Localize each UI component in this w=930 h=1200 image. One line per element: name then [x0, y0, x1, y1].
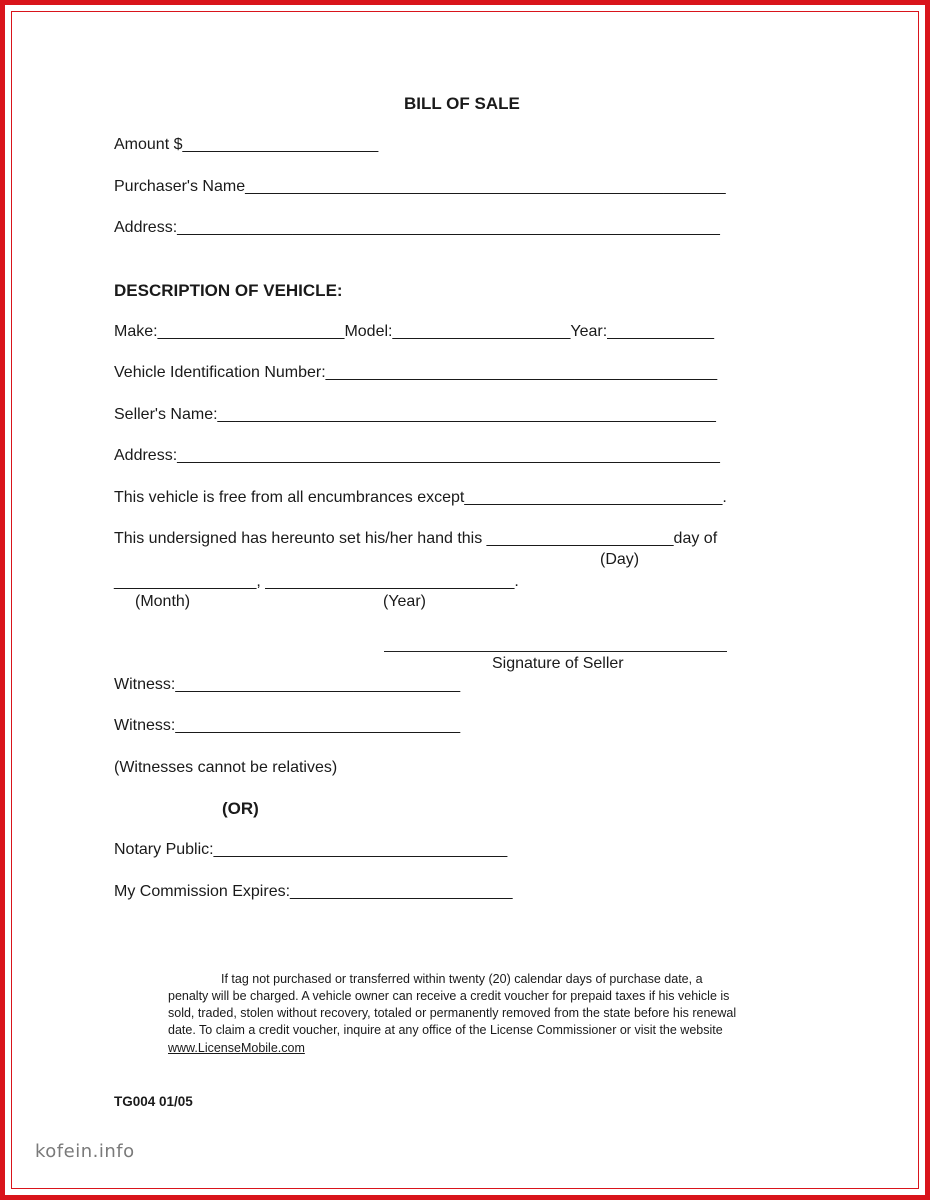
make-model-year-field: Make:_____________________Model:____________________Year:____________ [114, 323, 714, 340]
witness-two-field: Witness:________________________________ [114, 717, 461, 734]
watermark: kofein.info [35, 1141, 135, 1162]
or-label: (OR) [222, 799, 259, 818]
year-caption: (Year) [383, 593, 426, 610]
license-website-link[interactable]: www.LicenseMobile.com [168, 1041, 305, 1055]
purchaser-address-field: Address:_____________________________________________________________ [114, 219, 720, 236]
seller-address-field: Address:_____________________________________________________________ [114, 447, 720, 464]
encumbrances-field: This vehicle is free from all encumbrances except_____________________________. [114, 489, 727, 506]
month-caption: (Month) [135, 593, 191, 610]
purchaser-name-field: Purchaser's Name______________________________________________________ [114, 178, 726, 195]
notice-line: penalty will be charged. A vehicle owner can receive a credit voucher for prepaid taxes if his vehicle is [168, 989, 730, 1003]
seller-name-field: Seller's Name:________________________________________________________ [114, 406, 716, 423]
document-title: BILL OF SALE [404, 94, 520, 113]
amount-field: Amount $______________________ [114, 136, 379, 153]
signature-line [384, 651, 727, 652]
month-year-field: ________________, ____________________________. [114, 573, 519, 590]
witness-one-field: Witness:________________________________ [114, 676, 461, 693]
commission-field: My Commission Expires:_________________________ [114, 883, 513, 900]
notice-line: If tag not purchased or transferred within twenty (20) calendar days of purchase date, a [221, 972, 703, 986]
vin-field: Vehicle Identification Number:____________________________________________ [114, 364, 718, 381]
notice-line: date. To claim a credit voucher, inquire at any office of the License Commissioner or visit the website [168, 1023, 723, 1037]
witness-note: (Witnesses cannot be relatives) [114, 759, 338, 776]
signature-caption: Signature of Seller [492, 655, 624, 672]
notary-field: Notary Public:_________________________________ [114, 841, 508, 858]
vehicle-section-heading: DESCRIPTION OF VEHICLE: [114, 281, 343, 300]
hand-statement: This undersigned has hereunto set his/her hand this _____________________day of [114, 530, 718, 547]
notice-line: sold, traded, stolen without recovery, totaled or permanently removed from the state before his renewal [168, 1006, 737, 1020]
form-code: TG004 01/05 [114, 1094, 193, 1109]
day-caption: (Day) [600, 551, 640, 568]
